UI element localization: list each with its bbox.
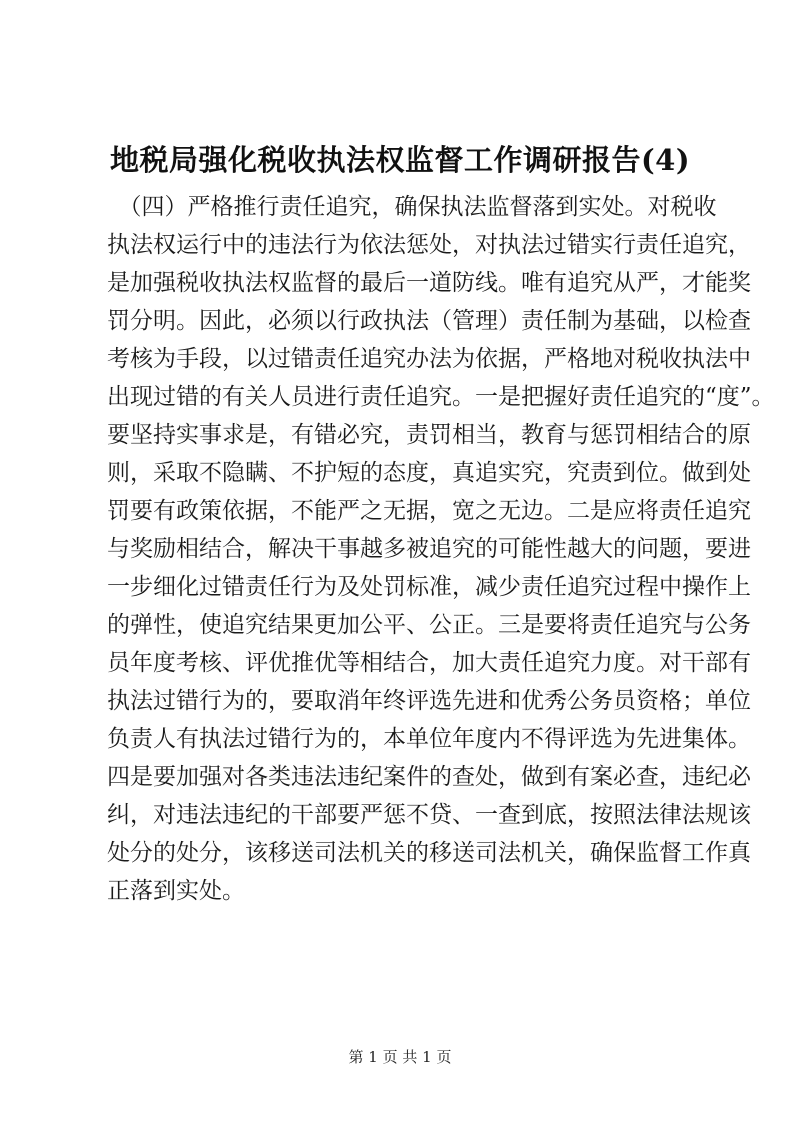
body-line: 处分的处分，该移送司法机关的移送司法机关，确保监督工作真 bbox=[107, 840, 751, 866]
body-line: 一步细化过错责任行为及处罚标准，减少责任追究过程中操作上 bbox=[107, 574, 751, 600]
body-line: 执法过错行为的，要取消年终评选先进和优秀公务员资格；单位 bbox=[107, 688, 751, 714]
body-line: 出现过错的有关人员进行责任追究。一是把握好责任追究的“度”。 bbox=[107, 384, 775, 410]
body-line: 执法权运行中的违法行为依法惩处，对执法过错实行责任追究， bbox=[107, 232, 751, 258]
body-line: 与奖励相结合，解决干事越多被追究的可能性越大的问题，要进 bbox=[107, 536, 751, 562]
document-body bbox=[107, 188, 775, 910]
body-line: 的弹性，使追究结果更加公平、公正。三是要将责任追究与公务 bbox=[107, 612, 751, 638]
body-line: 是加强税收执法权监督的最后一道防线。唯有追究从严，才能奖 bbox=[107, 270, 751, 296]
body-line-last: 正落到实处。 bbox=[107, 878, 245, 904]
body-line: 则，采取不隐瞒、不护短的态度，真追实究，究责到位。做到处 bbox=[107, 460, 751, 486]
page-number-footer: 第 1 页 共 1 页 bbox=[348, 1048, 452, 1066]
body-line: 要坚持实事求是，有错必究，责罚相当，教育与惩罚相结合的原 bbox=[107, 422, 751, 448]
body-line: 罚要有政策依据，不能严之无据，宽之无边。二是应将责任追究 bbox=[107, 498, 751, 524]
body-line: （四）严格推行责任追究，确保执法监督落到实处。对税收 bbox=[107, 194, 717, 220]
body-line: 负责人有执法过错行为的，本单位年度内不得评选为先进集体。 bbox=[107, 726, 751, 752]
document-title: 地税局强化税收执法权监督工作调研报告(4) bbox=[109, 143, 691, 177]
body-line: 罚分明。因此，必须以行政执法（管理）责任制为基础，以检查 bbox=[107, 308, 751, 334]
body-line: 考核为手段，以过错责任追究办法为依据，严格地对税收执法中 bbox=[107, 346, 751, 372]
body-line: 四是要加强对各类违法违纪案件的查处，做到有案必查，违纪必 bbox=[107, 764, 751, 790]
body-line: 纠，对违法违纪的干部要严惩不贷、一查到底，按照法律法规该 bbox=[107, 802, 751, 828]
body-line: 员年度考核、评优推优等相结合，加大责任追究力度。对干部有 bbox=[107, 650, 751, 676]
